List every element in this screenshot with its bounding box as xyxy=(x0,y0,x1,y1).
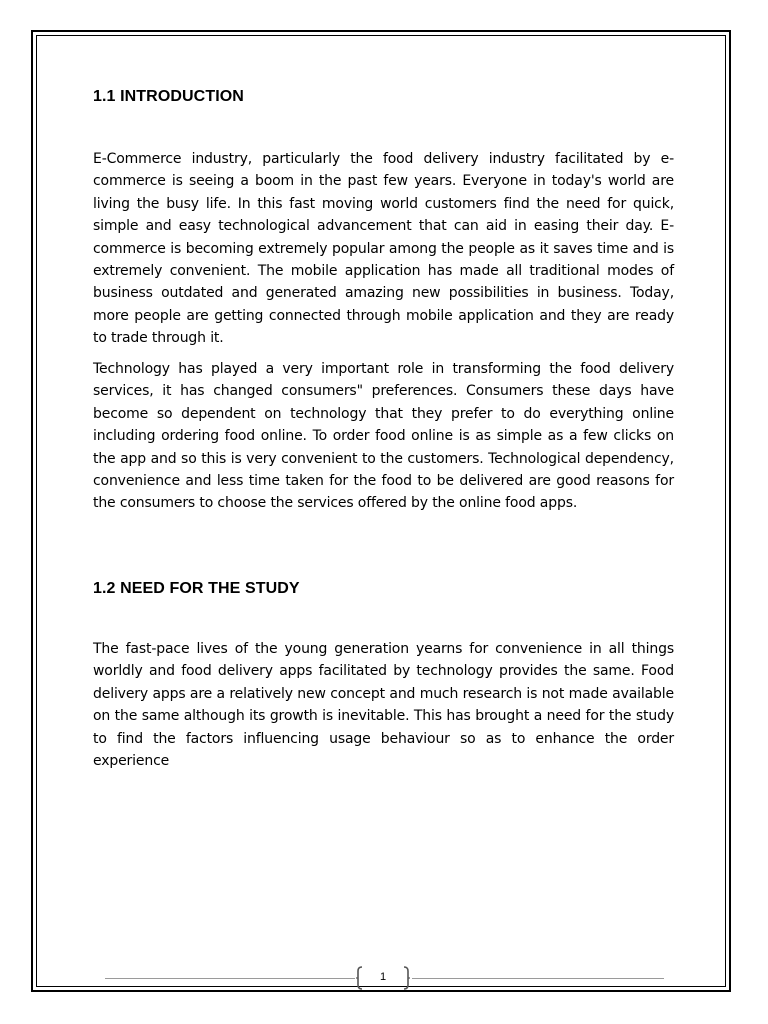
footer-rule-right xyxy=(412,978,664,979)
section-heading-introduction: 1.1 INTRODUCTION xyxy=(93,88,244,105)
footer-rule-left xyxy=(105,978,355,979)
page-number: 1 xyxy=(379,971,387,983)
need-for-study-paragraph: The fast-pace lives of the young generation yearns for convenience in all things worldly and food delivery apps facilitated by technology provides the same. Food delivery apps are a relatively new concept and much research is not made available on the same although its growth is inevitable. This has brought a need for the study to find the factors influencing usage behaviour so as to enhance the order experience xyxy=(93,641,674,770)
introduction-paragraph-2: Technology has played a very important role in transforming the food delivery services, it has changed consumers" preferences. Consumers these days have become so dependent on technology that they prefer to do everything online including ordering food online. To order food online is as simple as a few clicks on the app and so this is very convenient to the customers. Technological dependency, convenience and less time taken for the food to be delivered are good reasons for the consumers to choose the services offered by the online food apps. xyxy=(93,361,674,512)
page-number-box xyxy=(356,966,410,990)
introduction-paragraph-1: E-Commerce industry, particularly the food delivery industry facilitated by e-commerce is seeing a boom in the past few years. Everyone in today's world are living the busy life. In this fast moving world customers find the need for quick, simple and easy technological advancement that can aid in easing their day. E-commerce is becoming extremely popular among the people as it saves time and is extremely convenient. The mobile application has made all traditional modes of business outdated and generated amazing new possibilities in business. Today, more people are getting connected through mobile application and they are ready to trade through it. xyxy=(93,151,674,347)
section-heading-need-for-study: 1.2 NEED FOR THE STUDY xyxy=(93,580,300,597)
